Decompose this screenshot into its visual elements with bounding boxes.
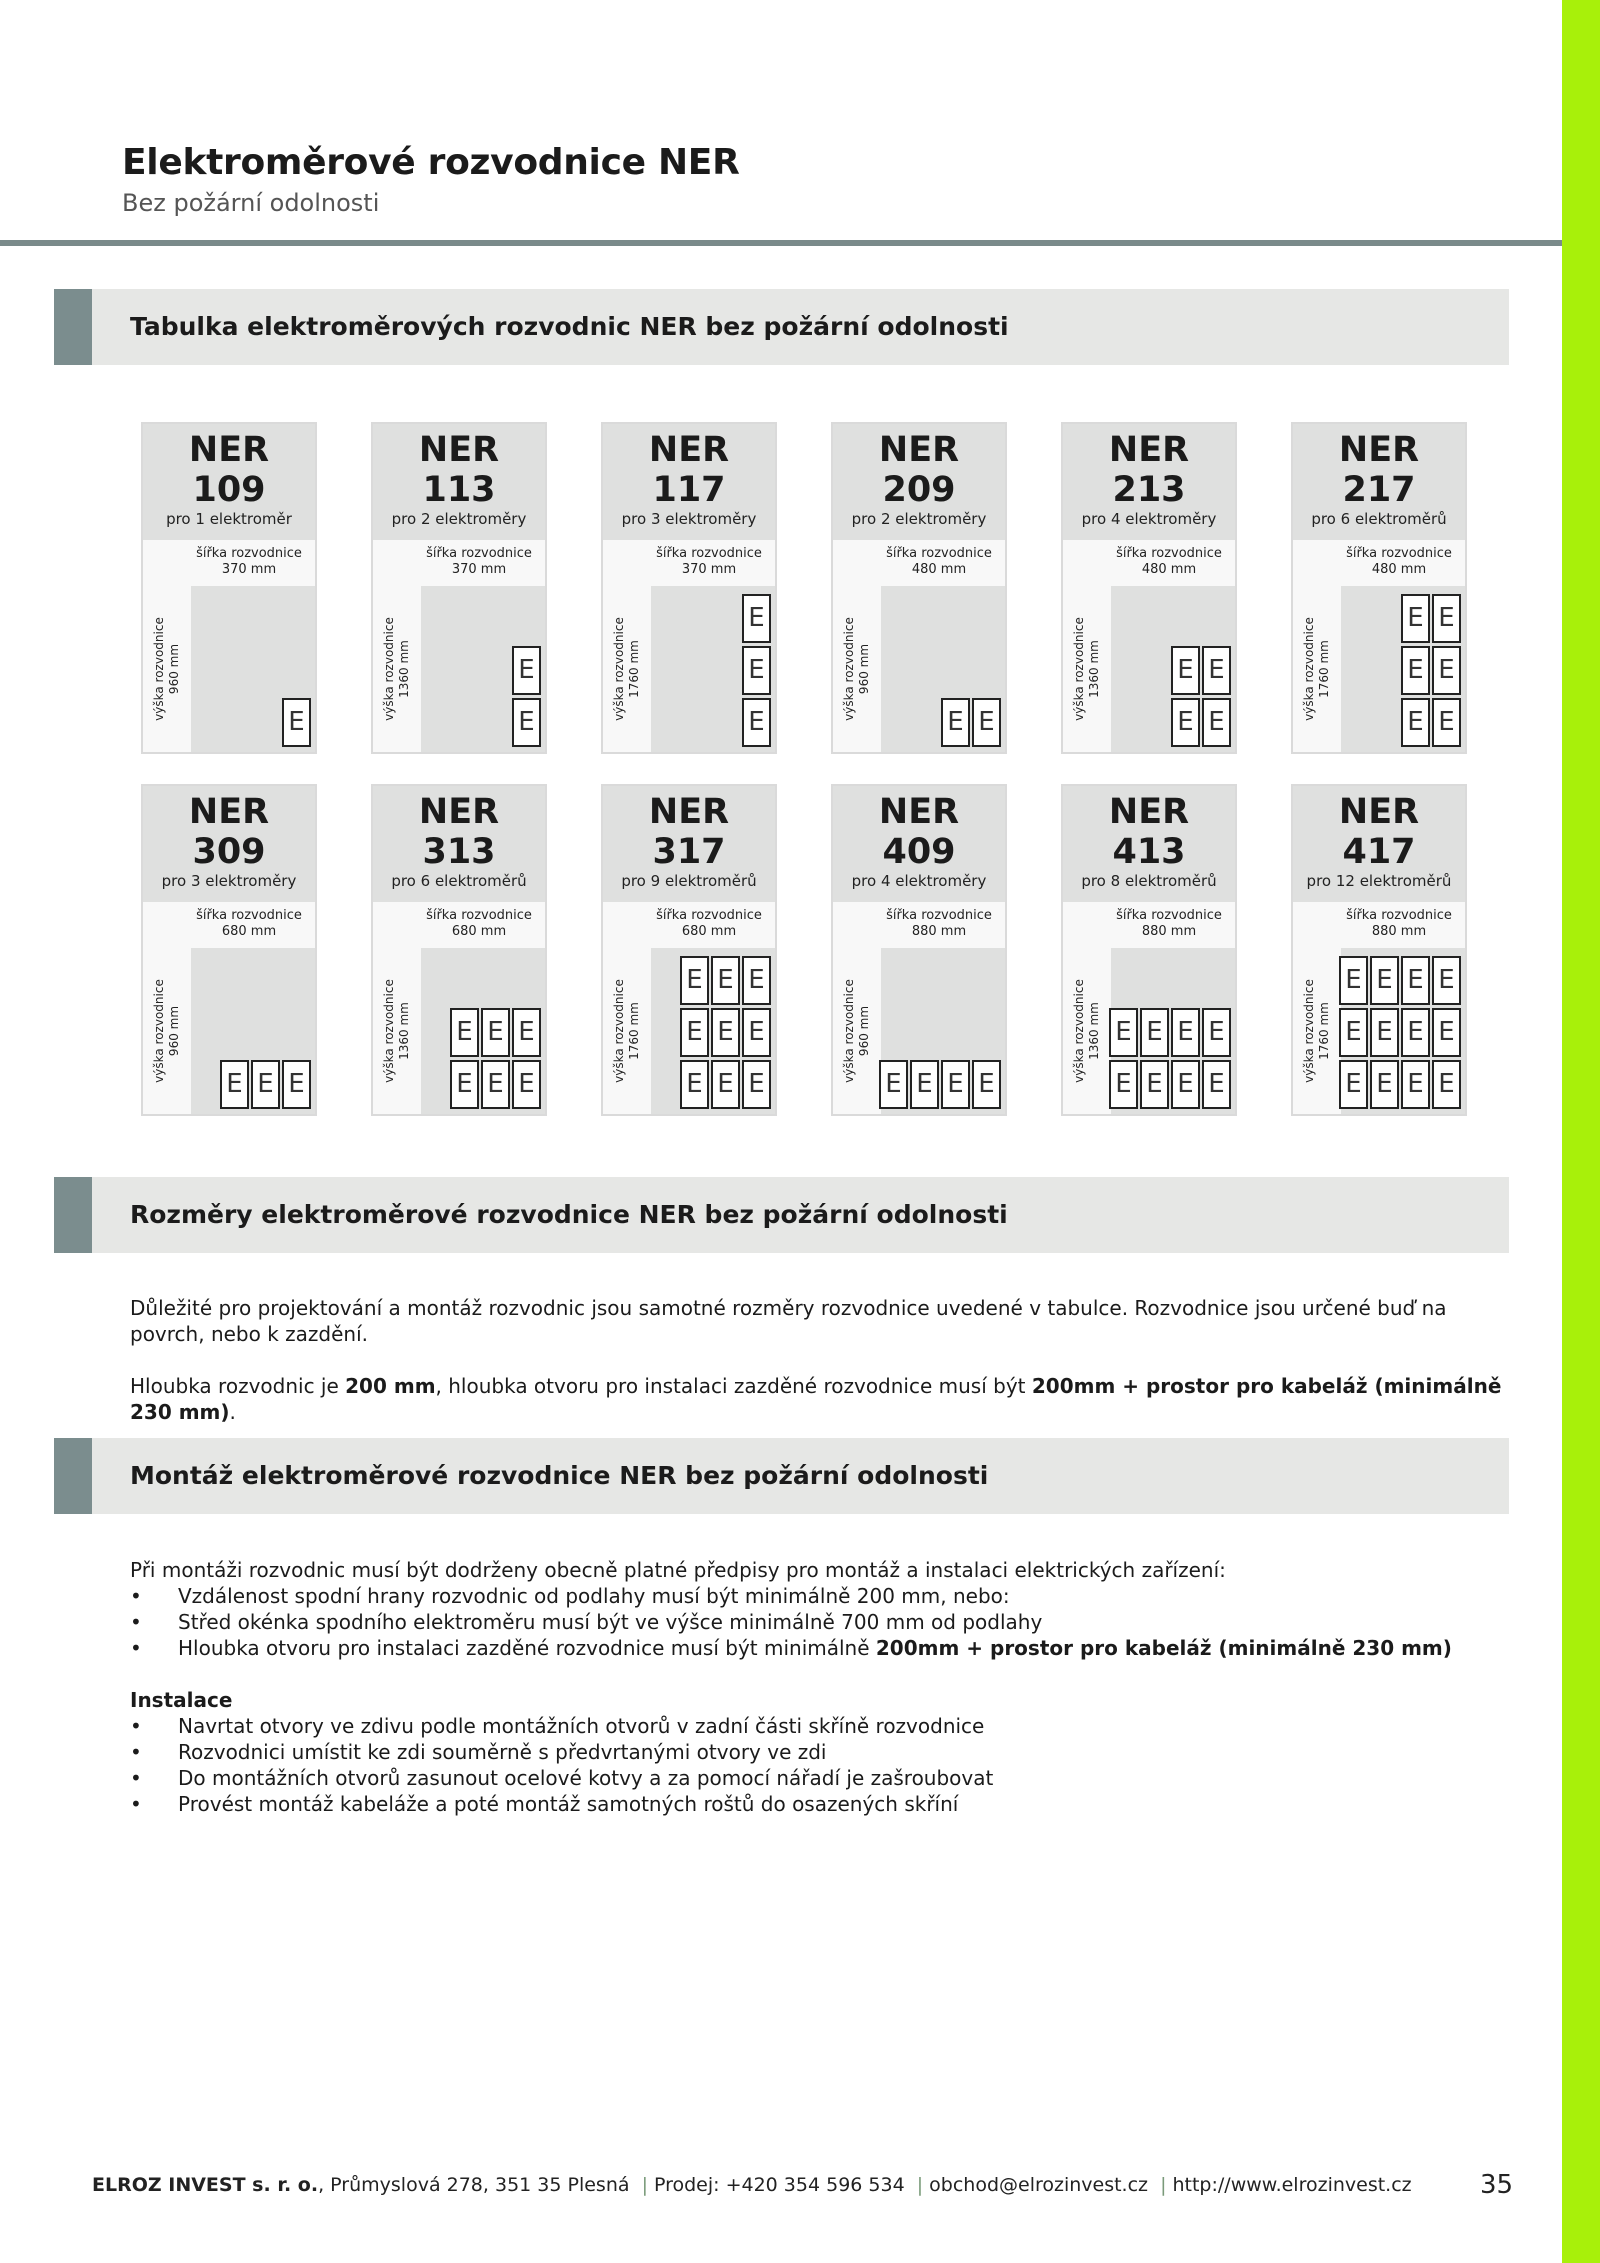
- meter-slot: E: [742, 594, 771, 643]
- cabinet-card-ner-313: [371, 784, 547, 1116]
- meter-slot: E: [1432, 698, 1461, 747]
- meter-slot: E: [742, 646, 771, 695]
- meter-slot: E: [1401, 594, 1430, 643]
- meter-slot: E: [680, 956, 709, 1005]
- section-mounting: [54, 1438, 1509, 1514]
- card-meter-count: pro 3 elektroměry: [161, 872, 297, 890]
- mounting-list: [130, 1583, 1510, 1661]
- meter-slot: E: [481, 1060, 510, 1109]
- card-meter-count: pro 12 elektroměrů: [1306, 872, 1452, 890]
- card-prefix: NER: [878, 430, 960, 470]
- list-item: • Provést montáž kabeláže a poté montáž samotných roštů do osazených skříní: [130, 1791, 1510, 1817]
- card-meter-count: pro 9 elektroměrů: [621, 872, 757, 890]
- cabinet-card-ner-417: [1291, 784, 1467, 1116]
- card-header: [143, 786, 315, 902]
- section-table: [54, 289, 1509, 365]
- meter-slot: E: [512, 1008, 541, 1057]
- meter-slot: E: [1370, 1008, 1399, 1057]
- cabinet-card-ner-317: [601, 784, 777, 1116]
- card-prefix: NER: [648, 430, 730, 470]
- meter-slot: E: [1401, 956, 1430, 1005]
- footer-separator: |: [1160, 2174, 1167, 2196]
- card-meter-count: pro 1 elektroměr: [166, 510, 292, 528]
- card-height: výška rozvodnice 960 mm: [842, 617, 871, 721]
- cabinet-card-ner-213: [1061, 422, 1237, 754]
- meter-slot: E: [1202, 698, 1231, 747]
- meter-slot: E: [251, 1060, 280, 1109]
- card-model: 113: [422, 470, 496, 510]
- card-width: šířka rozvodnice 480 mm: [1346, 546, 1452, 577]
- card-header: [603, 786, 775, 902]
- meter-slot: E: [1109, 1008, 1138, 1057]
- card-model: 309: [192, 832, 266, 872]
- footer: [92, 2174, 1412, 2196]
- meter-slot: E: [941, 698, 970, 747]
- meter-slot: E: [742, 956, 771, 1005]
- cabinet-card-ner-217: [1291, 422, 1467, 754]
- list-item: • Navrtat otvory ve zdivu podle montážních otvorů v zadní části skříně rozvodnice: [130, 1713, 1510, 1739]
- card-width: šířka rozvodnice 680 mm: [196, 908, 302, 939]
- card-model: 313: [422, 832, 496, 872]
- cabinet-card-ner-309: [141, 784, 317, 1116]
- meter-slot: E: [1432, 1060, 1461, 1109]
- section-title: Tabulka elektroměrových rozvodnic NER bez požární odolnosti: [130, 312, 1009, 341]
- card-height: výška rozvodnice 960 mm: [152, 979, 181, 1083]
- card-header: [373, 424, 545, 540]
- meter-slot: E: [1109, 1060, 1138, 1109]
- meter-slot: E: [1401, 1008, 1430, 1057]
- meter-slot: E: [512, 646, 541, 695]
- card-prefix: NER: [1108, 792, 1190, 832]
- section-title: Montáž elektroměrové rozvodnice NER bez požární odolnosti: [130, 1461, 989, 1490]
- card-header: [1063, 786, 1235, 902]
- card-meter-count: pro 2 elektroměry: [851, 510, 987, 528]
- card-height: výška rozvodnice 1760 mm: [1302, 979, 1331, 1083]
- card-meter-count: pro 6 elektroměrů: [1311, 510, 1447, 528]
- meter-slot: E: [220, 1060, 249, 1109]
- card-width: šířka rozvodnice 880 mm: [886, 908, 992, 939]
- mounting-intro: Při montáži rozvodnic musí být dodrženy obecně platné předpisy pro montáž a instalaci elektrických zařízení:: [130, 1558, 1226, 1582]
- meter-slot: E: [1370, 1060, 1399, 1109]
- card-meter-count: pro 8 elektroměrů: [1081, 872, 1217, 890]
- meter-slot: E: [1171, 698, 1200, 747]
- card-meter-count: pro 3 elektroměry: [621, 510, 757, 528]
- list-item: • Do montážních otvorů zasunout ocelové kotvy a za pomocí nářadí je zašroubovat: [130, 1765, 1510, 1791]
- page-title: Elektroměrové rozvodnice NER: [122, 142, 740, 183]
- card-model: 117: [652, 470, 726, 510]
- meter-slot: E: [711, 1008, 740, 1057]
- card-width: šířka rozvodnice 370 mm: [656, 546, 762, 577]
- card-width: šířka rozvodnice 680 mm: [656, 908, 762, 939]
- card-height: výška rozvodnice 1760 mm: [612, 979, 641, 1083]
- footer-web[interactable]: http://www.elrozinvest.cz: [1172, 2174, 1412, 2196]
- card-header: [373, 786, 545, 902]
- footer-company: ELROZ INVEST s. r. o.: [92, 2174, 319, 2196]
- meter-slot: E: [1401, 646, 1430, 695]
- section-accent: [54, 289, 92, 365]
- card-prefix: NER: [418, 430, 500, 470]
- card-model: 317: [652, 832, 726, 872]
- meter-slot: E: [1432, 646, 1461, 695]
- meter-slot: E: [450, 1060, 479, 1109]
- card-model: 209: [882, 470, 956, 510]
- cabinet-card-ner-409: [831, 784, 1007, 1116]
- meter-slot: E: [1370, 956, 1399, 1005]
- card-model: 413: [1112, 832, 1186, 872]
- card-meter-count: pro 6 elektroměrů: [391, 872, 527, 890]
- meter-slot: E: [742, 698, 771, 747]
- card-height: výška rozvodnice 1360 mm: [382, 979, 411, 1083]
- meter-slot: E: [879, 1060, 908, 1109]
- install-title: Instalace: [130, 1688, 233, 1712]
- card-width: šířka rozvodnice 480 mm: [1116, 546, 1222, 577]
- card-header: [1063, 424, 1235, 540]
- card-height: výška rozvodnice 1760 mm: [612, 617, 641, 721]
- card-prefix: NER: [648, 792, 730, 832]
- card-header: [143, 424, 315, 540]
- page-subtitle: Bez požární odolnosti: [122, 189, 380, 217]
- card-height: výška rozvodnice 960 mm: [152, 617, 181, 721]
- meter-slot: E: [910, 1060, 939, 1109]
- meter-slot: E: [680, 1008, 709, 1057]
- card-meter-count: pro 4 elektroměry: [1081, 510, 1217, 528]
- card-model: 409: [882, 832, 956, 872]
- list-item: • Rozvodnici umístit ke zdi souměrně s předvrtanými otvory ve zdi: [130, 1739, 1510, 1765]
- list-item: • Střed okénka spodního elektroměru musí být ve výšce minimálně 700 mm od podlahy: [130, 1609, 1510, 1635]
- meter-slot: E: [1171, 646, 1200, 695]
- meter-slot: E: [1171, 1060, 1200, 1109]
- card-prefix: NER: [418, 792, 500, 832]
- header-divider: [0, 240, 1562, 246]
- card-header: [1293, 786, 1465, 902]
- cabinet-card-ner-117: [601, 422, 777, 754]
- card-width: šířka rozvodnice 370 mm: [196, 546, 302, 577]
- meter-slot: E: [1432, 594, 1461, 643]
- card-width: šířka rozvodnice 480 mm: [886, 546, 992, 577]
- meter-slot: E: [1432, 1008, 1461, 1057]
- meter-slot: E: [512, 698, 541, 747]
- card-prefix: NER: [188, 792, 270, 832]
- list-item: • Vzdálenost spodní hrany rozvodnic od podlahy musí být minimálně 200 mm, nebo:: [130, 1583, 1510, 1609]
- page-number: 35: [1480, 2170, 1514, 2200]
- meter-slot: E: [972, 1060, 1001, 1109]
- footer-phone: Prodej: +420 354 596 534: [653, 2174, 905, 2196]
- card-height: výška rozvodnice 1760 mm: [1302, 617, 1331, 721]
- card-model: 213: [1112, 470, 1186, 510]
- section-accent: [54, 1438, 92, 1514]
- install-list: [130, 1713, 1510, 1817]
- meter-slot: E: [1202, 1008, 1231, 1057]
- section-accent: [54, 1177, 92, 1253]
- meter-slot: E: [481, 1008, 510, 1057]
- meter-slot: E: [1140, 1008, 1169, 1057]
- cabinet-card-ner-413: [1061, 784, 1237, 1116]
- card-prefix: NER: [878, 792, 960, 832]
- footer-email[interactable]: obchod@elrozinvest.cz: [929, 2174, 1149, 2196]
- card-model: 417: [1342, 832, 1416, 872]
- meter-slot: E: [282, 698, 311, 747]
- cabinet-card-ner-109: [141, 422, 317, 754]
- meter-slot: E: [1202, 646, 1231, 695]
- cabinet-card-ner-209: [831, 422, 1007, 754]
- card-prefix: NER: [1338, 430, 1420, 470]
- footer-separator: |: [916, 2174, 924, 2196]
- card-width: šířka rozvodnice 880 mm: [1346, 908, 1452, 939]
- card-meter-count: pro 2 elektroměry: [391, 510, 527, 528]
- card-height: výška rozvodnice 1360 mm: [1072, 617, 1101, 721]
- card-width: šířka rozvodnice 370 mm: [426, 546, 532, 577]
- page-header: [122, 142, 740, 217]
- card-header: [833, 786, 1005, 902]
- meter-slot: E: [1339, 1008, 1368, 1057]
- card-model: 109: [192, 470, 266, 510]
- meter-slot: E: [711, 1060, 740, 1109]
- meter-slot: E: [282, 1060, 311, 1109]
- meter-slot: E: [450, 1008, 479, 1057]
- meter-slot: E: [941, 1060, 970, 1109]
- card-model: 217: [1342, 470, 1416, 510]
- card-height: výška rozvodnice 1360 mm: [382, 617, 411, 721]
- meter-slot: E: [742, 1060, 771, 1109]
- card-prefix: NER: [188, 430, 270, 470]
- dimensions-paragraph-1: Důležité pro projektování a montáž rozvodnic jsou samotné rozměry rozvodnice uvedené v tabulce. Rozvodnice jsou určené buď na povrch, nebo k zazdění.: [130, 1296, 1447, 1346]
- footer-address: , Průmyslová 278, 351 35 Plesná: [318, 2174, 630, 2196]
- card-header: [833, 424, 1005, 540]
- meter-slot: E: [1339, 1060, 1368, 1109]
- card-prefix: NER: [1338, 792, 1420, 832]
- meter-slot: E: [512, 1060, 541, 1109]
- meter-slot: E: [1171, 1008, 1200, 1057]
- card-height: výška rozvodnice 960 mm: [842, 979, 871, 1083]
- side-accent-bar: [1562, 0, 1600, 2263]
- meter-slot: E: [711, 956, 740, 1005]
- card-header: [1293, 424, 1465, 540]
- meter-slot: E: [1202, 1060, 1231, 1109]
- meter-slot: E: [742, 1008, 771, 1057]
- dimensions-text: [130, 1295, 1510, 1425]
- mounting-text: [130, 1557, 1510, 1817]
- dimensions-paragraph-2: Hloubka rozvodnic je 200 mm, hloubka otvoru pro instalaci zazděné rozvodnice musí být 200mm + prostor pro kabeláž (minimálně 230 mm).: [130, 1374, 1502, 1424]
- card-width: šířka rozvodnice 680 mm: [426, 908, 532, 939]
- meter-slot: E: [1140, 1060, 1169, 1109]
- card-header: [603, 424, 775, 540]
- section-dimensions: [54, 1177, 1509, 1253]
- cabinet-card-ner-113: [371, 422, 547, 754]
- meter-slot: E: [1432, 956, 1461, 1005]
- card-prefix: NER: [1108, 430, 1190, 470]
- list-item: • Hloubka otvoru pro instalaci zazděné rozvodnice musí být minimálně 200mm + prostor pro kabeláž (minimálně 230 mm): [130, 1635, 1510, 1661]
- meter-slot: E: [1401, 698, 1430, 747]
- footer-separator: |: [641, 2174, 648, 2196]
- card-height: výška rozvodnice 1360 mm: [1072, 979, 1101, 1083]
- meter-slot: E: [1339, 956, 1368, 1005]
- meter-slot: E: [680, 1060, 709, 1109]
- card-width: šířka rozvodnice 880 mm: [1116, 908, 1222, 939]
- meter-slot: E: [1401, 1060, 1430, 1109]
- meter-slot: E: [972, 698, 1001, 747]
- card-meter-count: pro 4 elektroměry: [851, 872, 987, 890]
- section-title: Rozměry elektroměrové rozvodnice NER bez požární odolnosti: [130, 1200, 1008, 1229]
